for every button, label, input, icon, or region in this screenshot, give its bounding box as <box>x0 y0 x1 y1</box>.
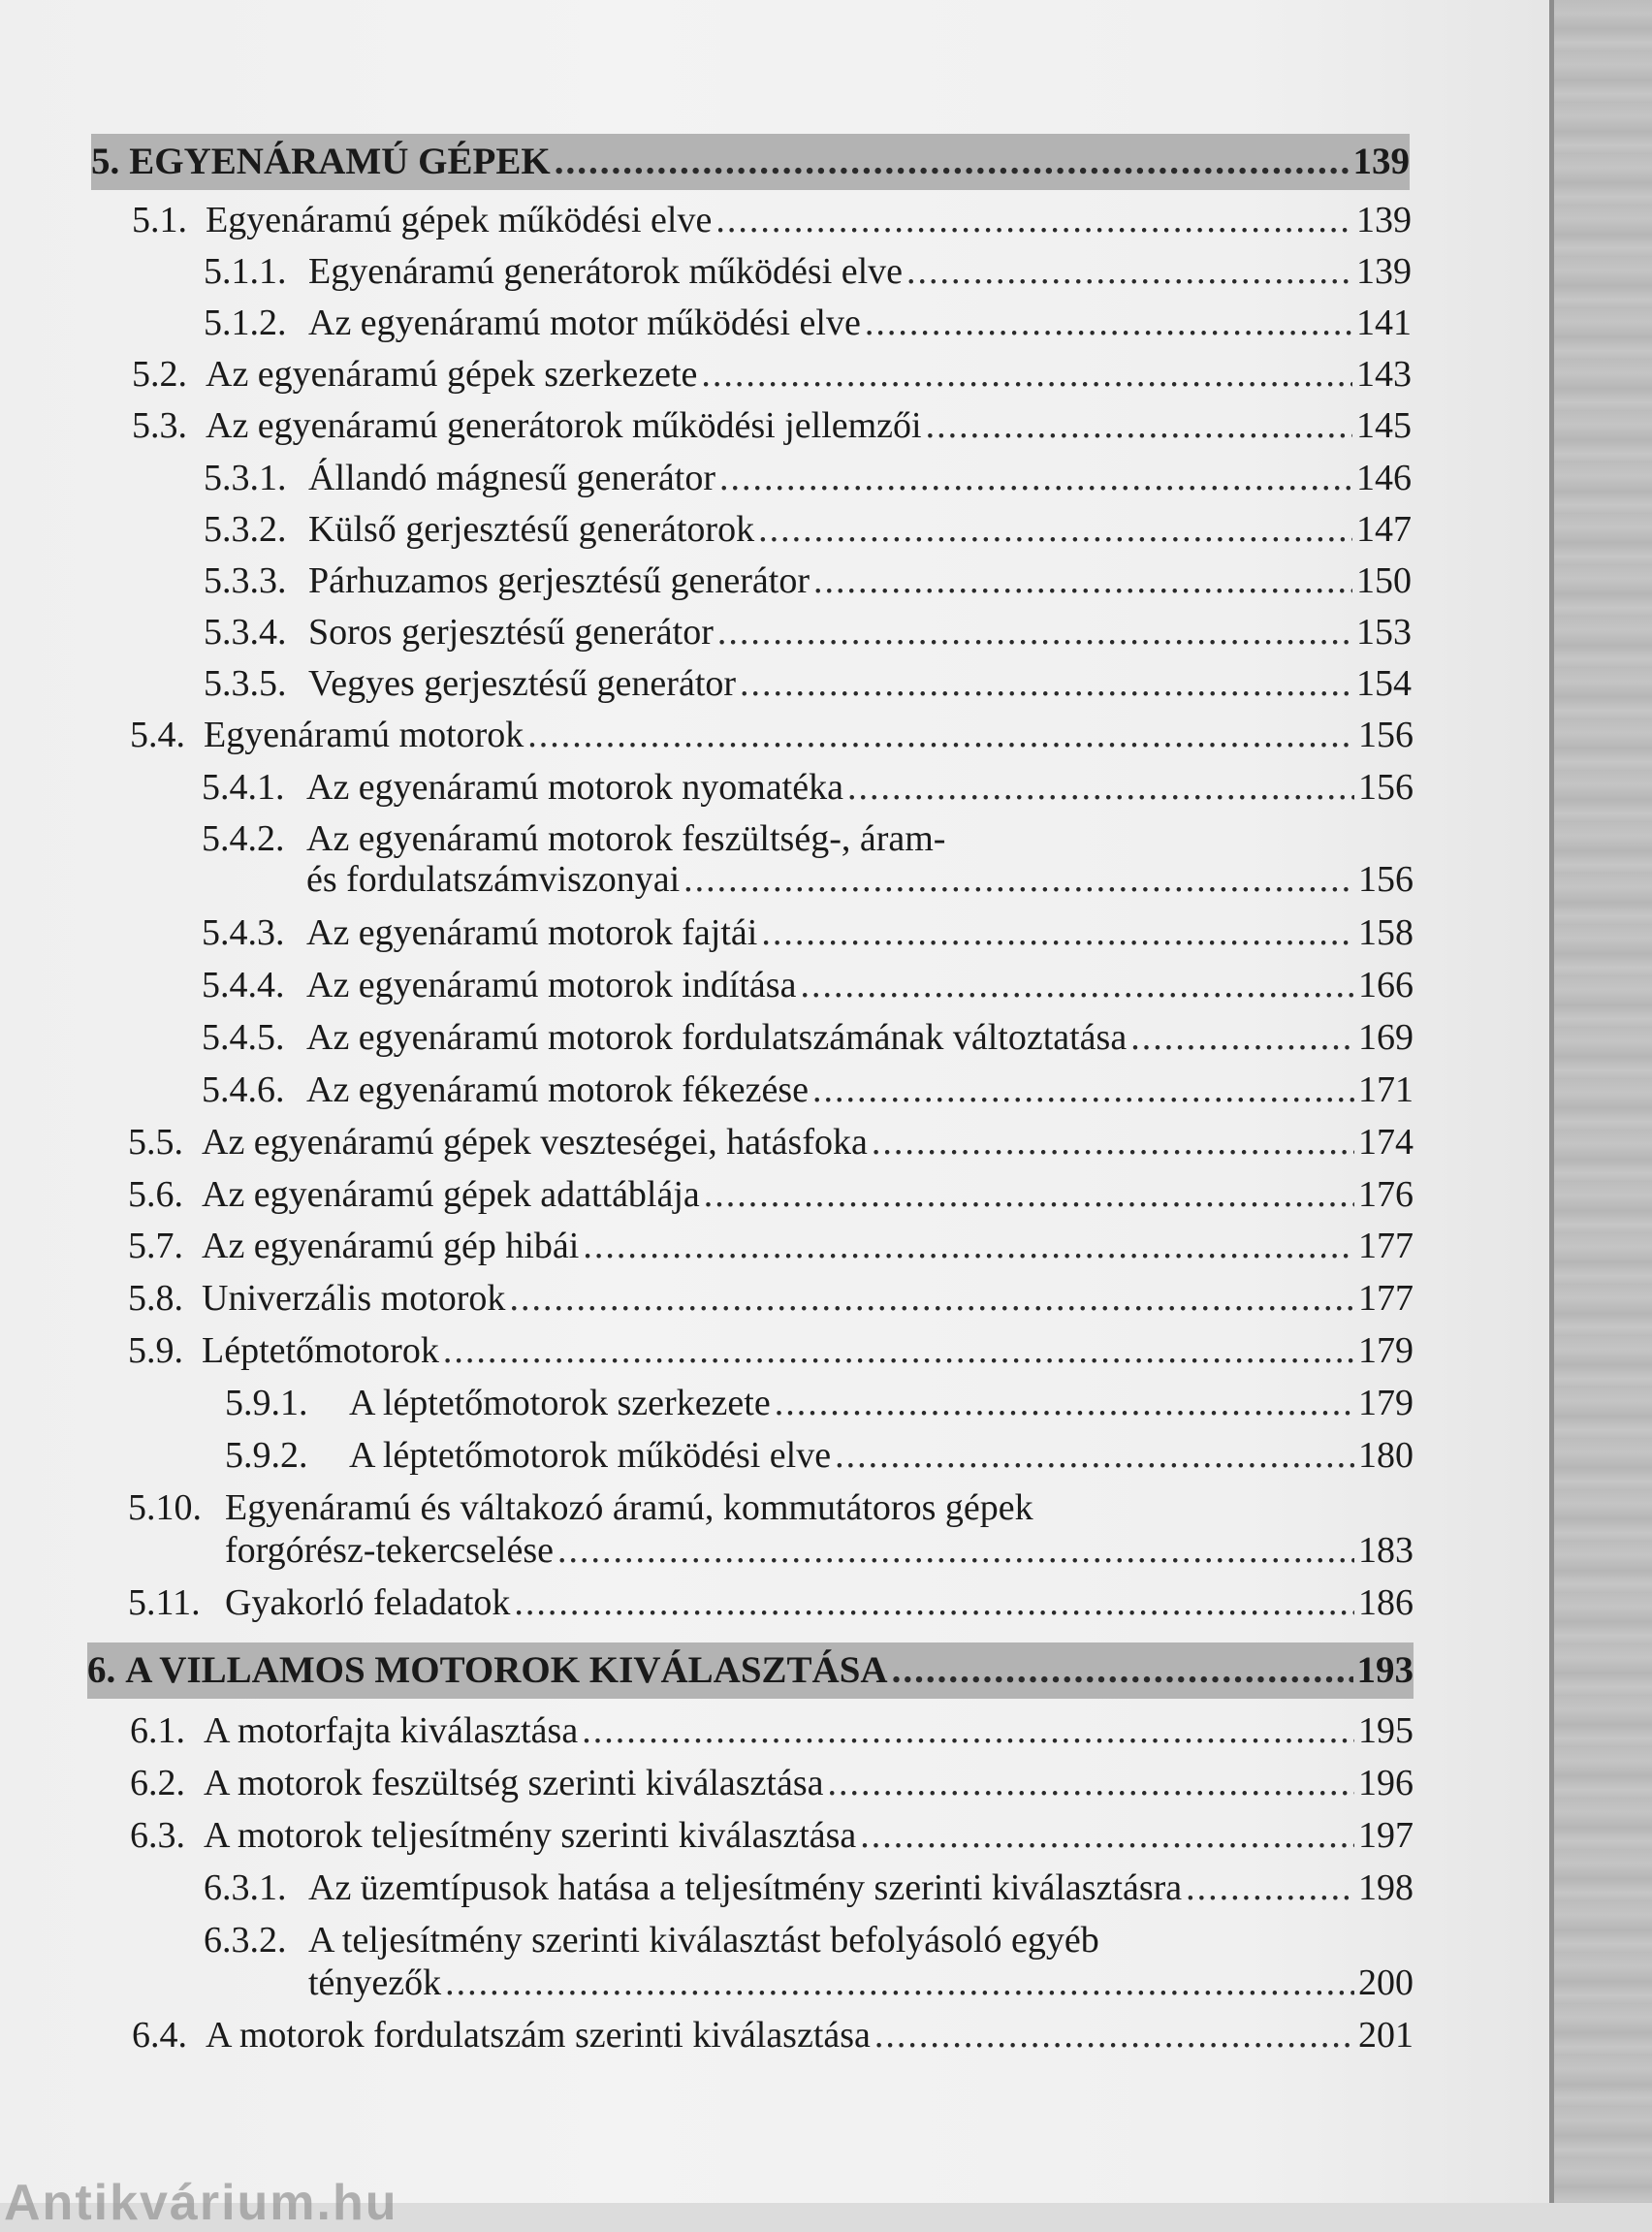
dot-leader <box>860 1813 1354 1858</box>
toc-page-number: 198 <box>1358 1867 1414 1908</box>
toc-entry-title: Az egyenáramú motor működési elve <box>308 303 861 343</box>
toc-entry[interactable] <box>204 610 1412 654</box>
toc-entry[interactable] <box>130 1708 1414 1753</box>
toc-entry[interactable] <box>132 403 1412 448</box>
toc-entry-title: A motorok teljesítmény szerinti kiválasztása <box>204 1815 857 1856</box>
toc-entry-title: A léptetőmotorok szerkezete <box>349 1383 771 1423</box>
dot-leader <box>874 2013 1354 2057</box>
toc-entry[interactable] <box>132 352 1412 397</box>
toc-entry[interactable] <box>204 301 1412 345</box>
toc-entry-number: 5.3. <box>132 405 187 446</box>
toc-entry[interactable] <box>308 1961 1414 2005</box>
toc-entry-title: Párhuzamos gerjesztésű generátor <box>308 560 810 601</box>
toc-entry-number: 5.1.1. <box>204 251 287 292</box>
toc-entry-number: 6.2. <box>130 1763 185 1803</box>
toc-chapter-5[interactable] <box>91 134 1410 190</box>
toc-entry[interactable] <box>225 1381 1414 1425</box>
dot-leader <box>828 1761 1355 1805</box>
toc-entry-number: 6.3. <box>130 1815 185 1856</box>
toc-page-number: 177 <box>1358 1278 1414 1319</box>
toc-entry-title: Léptetőmotorok <box>202 1330 439 1371</box>
toc-entry-title: Az egyenáramú gép hibái <box>202 1226 580 1266</box>
toc-entry-first-line[interactable] <box>204 1918 1099 1962</box>
toc-entry-title: Soros gerjesztésű generátor <box>308 612 714 653</box>
watermark-text: Antikvárium.hu <box>4 2175 398 2231</box>
dot-leader <box>892 1642 1353 1699</box>
dot-leader <box>583 1224 1354 1268</box>
toc-entry[interactable] <box>204 1865 1414 1910</box>
toc-entry-number: 5.5. <box>128 1122 183 1163</box>
toc-entry-title: Univerzális motorok <box>202 1278 506 1319</box>
toc-page-number: 201 <box>1358 2015 1414 2056</box>
toc-page-number: 145 <box>1356 405 1412 446</box>
dot-leader <box>557 1528 1354 1573</box>
toc-entry-title-continued: tényezők <box>308 1962 442 2003</box>
toc-page-number: 143 <box>1356 354 1412 395</box>
toc-chapter-number: 5. <box>91 141 120 182</box>
toc-entry[interactable] <box>130 1813 1414 1858</box>
toc-entry[interactable] <box>202 963 1414 1007</box>
toc-entry[interactable] <box>128 1276 1414 1321</box>
toc-page-number: 197 <box>1358 1815 1414 1856</box>
toc-page-number: 171 <box>1358 1069 1414 1110</box>
toc-entry-title: Egyenáramú és váltakozó áramú, kommutátoros gépek <box>225 1487 1033 1528</box>
toc-entry-number: 5.11. <box>128 1582 201 1623</box>
dot-leader <box>445 1961 1354 2005</box>
toc-entry-title: Az egyenáramú motorok nyomatéka <box>306 767 843 808</box>
toc-entry-first-line[interactable] <box>128 1485 1033 1530</box>
toc-entry-title: Az egyenáramú motorok fordulatszámának változtatása <box>306 1017 1128 1058</box>
toc-entry-number: 5.9.1. <box>225 1383 308 1423</box>
toc-page-number: 146 <box>1356 458 1412 498</box>
dot-leader <box>740 661 1352 706</box>
toc-page-number: 147 <box>1356 509 1412 550</box>
toc-chapter-number: 6. <box>87 1649 116 1691</box>
toc-entry-title: A teljesítmény szerinti kiválasztást befolyásoló egyéb <box>308 1920 1099 1961</box>
toc-page-number: 176 <box>1358 1174 1414 1215</box>
toc-entry-number: 5.3.4. <box>204 612 287 653</box>
toc-entry[interactable] <box>225 1528 1414 1573</box>
toc-entry-title: Az egyenáramú motorok feszültség-, áram- <box>306 818 946 859</box>
toc-page-number: 156 <box>1358 767 1414 808</box>
toc-entry-title: Az üzemtípusok hatása a teljesítmény szerinti kiválasztásra <box>308 1867 1183 1908</box>
toc-entry-number: 5.3.1. <box>204 458 287 498</box>
dot-leader <box>443 1328 1354 1373</box>
toc-entry[interactable] <box>128 1328 1414 1373</box>
dot-leader <box>761 910 1354 955</box>
toc-entry-title: Az egyenáramú gépek adattáblája <box>202 1174 700 1215</box>
toc-page-number: 139 <box>1356 200 1412 240</box>
toc-page-number: 156 <box>1358 715 1414 755</box>
toc-entry-title: Az egyenáramú gépek veszteségei, hatásfoka <box>202 1122 868 1163</box>
toc-page-number: 158 <box>1358 912 1414 953</box>
toc-entry-number: 5.7. <box>128 1226 183 1266</box>
dot-leader <box>865 301 1352 345</box>
toc-page-number: 139 <box>1356 251 1412 292</box>
toc-chapter-6[interactable] <box>87 1642 1414 1699</box>
toc-entry-title: Állandó mágnesű generátor <box>308 458 715 498</box>
dot-leader <box>835 1433 1354 1478</box>
toc-entry-number: 5.4.1. <box>202 767 285 808</box>
dot-leader <box>1130 1015 1354 1060</box>
toc-page-number: 153 <box>1356 612 1412 653</box>
toc-chapter-title: A VILLAMOS MOTOROK KIVÁLASZTÁSA <box>125 1649 888 1691</box>
toc-entry-title: Egyenáramú generátorok működési elve <box>308 251 904 292</box>
toc-page-number: 154 <box>1356 663 1412 704</box>
toc-page-number: 195 <box>1358 1710 1414 1751</box>
toc-entry-number: 5.4.3. <box>202 912 285 953</box>
toc-page-number: 139 <box>1352 141 1410 182</box>
toc-entry-number: 6.3.1. <box>204 1867 287 1908</box>
toc-page-number: 196 <box>1358 1763 1414 1803</box>
toc-entry[interactable] <box>202 910 1414 955</box>
dot-leader <box>715 198 1352 242</box>
toc-entry-number: 5.3.3. <box>204 560 287 601</box>
toc-entry-number: 5.3.5. <box>204 663 287 704</box>
dot-leader <box>717 610 1352 654</box>
toc-entry-title: A motorfajta kiválasztása <box>204 1710 579 1751</box>
dot-leader <box>683 857 1354 902</box>
toc-entry-number: 5.4.5. <box>202 1017 285 1058</box>
toc-entry[interactable] <box>202 1068 1414 1112</box>
toc-entry[interactable] <box>130 713 1414 757</box>
toc-entry-number: 5.10. <box>128 1487 202 1528</box>
toc-entry[interactable] <box>204 558 1412 603</box>
toc-entry-title: A léptetőmotorok működési elve <box>349 1435 832 1476</box>
toc-entry[interactable] <box>204 249 1412 294</box>
toc-entry-number: 6.1. <box>130 1710 185 1751</box>
toc-entry-number: 5.1. <box>132 200 187 240</box>
toc-entry-first-line[interactable] <box>202 816 945 861</box>
dot-leader <box>906 249 1352 294</box>
toc-entry-number: 5.6. <box>128 1174 183 1215</box>
toc-entry-number: 5.4.2. <box>202 818 285 859</box>
toc-entry-number: 5.9. <box>128 1330 183 1371</box>
toc-entry-number: 5.4. <box>130 715 185 755</box>
toc-entry-number: 5.3.2. <box>204 509 287 550</box>
dot-leader <box>758 507 1352 552</box>
toc-page-number: 141 <box>1356 303 1412 343</box>
toc-page-number: 179 <box>1358 1330 1414 1371</box>
dot-leader <box>704 1172 1354 1217</box>
dot-leader <box>872 1120 1354 1164</box>
toc-entry-title: Az egyenáramú generátorok működési jellemzői <box>206 405 922 446</box>
toc-entry-title: Az egyenáramú motorok indítása <box>306 965 797 1005</box>
toc-entry-number: 6.3.2. <box>204 1920 287 1961</box>
toc-page-number: 180 <box>1358 1435 1414 1476</box>
dot-leader <box>509 1276 1354 1321</box>
toc-entry-title: Vegyes gerjesztésű generátor <box>308 663 737 704</box>
toc-entry[interactable] <box>306 857 1414 902</box>
toc-entry-title-continued: és fordulatszámviszonyai <box>306 859 681 900</box>
toc-page-number: 169 <box>1358 1017 1414 1058</box>
toc-entry[interactable] <box>202 1015 1414 1060</box>
toc-entry-title: A motorok feszültség szerinti kiválasztása <box>204 1763 824 1803</box>
toc-page-number: 150 <box>1356 560 1412 601</box>
toc-entry[interactable] <box>204 661 1412 706</box>
dot-leader <box>926 403 1352 448</box>
toc-entry[interactable] <box>128 1172 1414 1217</box>
toc-entry-number: 5.4.6. <box>202 1069 285 1110</box>
toc-entry[interactable] <box>132 2013 1414 2057</box>
toc-page-number: 183 <box>1358 1530 1414 1571</box>
dot-leader <box>582 1708 1354 1753</box>
toc-page-number: 179 <box>1358 1383 1414 1423</box>
toc-entry-number: 5.9.2. <box>225 1435 308 1476</box>
toc-page-number: 166 <box>1358 965 1414 1005</box>
adjacent-page-edge <box>1549 0 1652 2203</box>
toc-entry[interactable] <box>132 198 1412 242</box>
toc-entry[interactable] <box>130 1761 1414 1805</box>
toc-entry-number: 5.2. <box>132 354 187 395</box>
toc-entry[interactable] <box>204 456 1412 500</box>
toc-entry[interactable] <box>225 1433 1414 1478</box>
dot-leader <box>813 558 1352 603</box>
toc-entry[interactable] <box>202 765 1414 810</box>
toc-entry-number: 6.4. <box>132 2015 187 2056</box>
toc-chapter-title: EGYENÁRAMÚ GÉPEK <box>129 141 551 182</box>
toc-entry-title: Az egyenáramú gépek szerkezete <box>206 354 698 395</box>
dot-leader <box>719 456 1352 500</box>
toc-entry-number: 5.4.4. <box>202 965 285 1005</box>
dot-leader <box>555 134 1350 190</box>
toc-entry-title-continued: forgórész-tekercselése <box>225 1530 554 1571</box>
toc-entry-title: Az egyenáramú motorok fajtái <box>306 912 758 953</box>
toc-entry-number: 5.1.2. <box>204 303 287 343</box>
toc-page-number: 200 <box>1358 1962 1414 2003</box>
toc-entry-title: Külső gerjesztésű generátorok <box>308 509 755 550</box>
dot-leader <box>812 1068 1354 1112</box>
toc-entry[interactable] <box>128 1120 1414 1164</box>
toc-entry-number: 5.8. <box>128 1278 183 1319</box>
toc-entry-title: A motorok fordulatszám szerinti kiválasztása <box>206 2015 871 2056</box>
toc-page-number: 177 <box>1358 1226 1414 1266</box>
dot-leader <box>701 352 1352 397</box>
toc-entry-title: Egyenáramú gépek működési elve <box>206 200 713 240</box>
toc-page-number: 156 <box>1358 859 1414 900</box>
dot-leader <box>847 765 1354 810</box>
toc-page-number: 174 <box>1358 1122 1414 1163</box>
dot-leader <box>800 963 1354 1007</box>
toc-entry[interactable] <box>204 507 1412 552</box>
dot-leader <box>1186 1865 1354 1910</box>
dot-leader <box>514 1580 1354 1625</box>
toc-entry-title: Egyenáramú motorok <box>204 715 524 755</box>
dot-leader <box>775 1381 1354 1425</box>
toc-entry-title: Gyakorló feladatok <box>225 1582 511 1623</box>
toc-entry[interactable] <box>128 1224 1414 1268</box>
toc-page-number: 186 <box>1358 1582 1414 1623</box>
toc-entry-title: Az egyenáramú motorok fékezése <box>306 1069 810 1110</box>
toc-page-number: 193 <box>1356 1649 1414 1691</box>
toc-entry[interactable] <box>128 1580 1414 1625</box>
dot-leader <box>527 713 1354 757</box>
